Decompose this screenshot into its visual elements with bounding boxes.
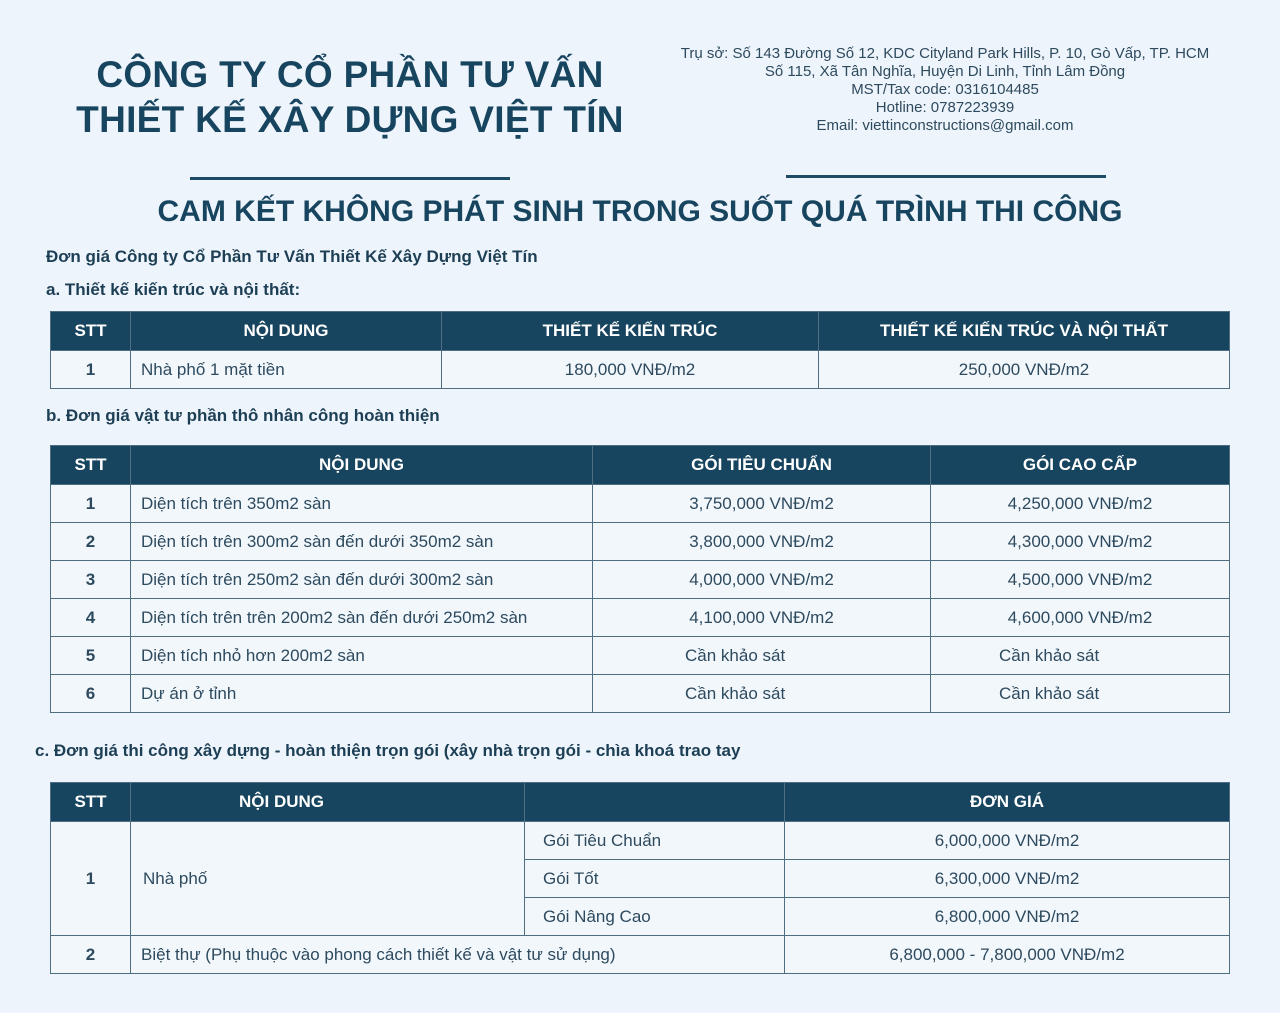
- commitment-banner: CAM KẾT KHÔNG PHÁT SINH TRONG SUỐT QUÁ TRÌNH THI CÔNG: [157, 195, 1123, 228]
- table-header-row: [51, 312, 1230, 351]
- col-stt: STT: [51, 446, 131, 485]
- cell-content: Nhà phố: [131, 822, 525, 936]
- col-stt: STT: [51, 783, 131, 822]
- col-architecture: THIẾT KẾ KIẾN TRÚC: [442, 312, 819, 351]
- company-name: [40, 52, 660, 142]
- cell-unit-price: 6,800,000 - 7,800,000 VNĐ/m2: [785, 936, 1230, 974]
- cell-stt: 2: [51, 936, 131, 974]
- cell-content: Diện tích trên 350m2 sàn: [131, 485, 593, 523]
- col-package: [525, 783, 785, 822]
- cell-stt: 1: [51, 822, 131, 936]
- cell-premium-price: 4,300,000 VNĐ/m2: [931, 523, 1230, 561]
- cell-package-price: 6,300,000 VNĐ/m2: [785, 860, 1230, 898]
- cell-stt: 4: [51, 599, 131, 637]
- cell-content: Nhà phố 1 mặt tiền: [131, 351, 442, 389]
- cell-premium-price: Cần khảo sát: [931, 637, 1230, 675]
- table-row: [51, 936, 1230, 974]
- address-branch: Số 115, Xã Tân Nghĩa, Huyện Di Linh, Tỉnh Lâm Đồng: [764, 63, 1126, 80]
- cell-premium-price: 4,600,000 VNĐ/m2: [931, 599, 1230, 637]
- email: Email: viettinconstructions@gmail.com: [816, 117, 1074, 134]
- cell-package-name: Gói Nâng Cao: [525, 898, 785, 936]
- cell-stt: 5: [51, 637, 131, 675]
- col-content: NỘI DUNG: [131, 783, 525, 822]
- table-header-row: [51, 783, 1230, 822]
- col-architecture-interior: THIẾT KẾ KIẾN TRÚC VÀ NỘI THẤT: [819, 312, 1230, 351]
- table-row: [51, 485, 1230, 523]
- table-row: [51, 561, 1230, 599]
- table-material-prices: [50, 445, 1230, 713]
- cell-content: Diện tích trên 300m2 sàn đến dưới 350m2 sàn: [131, 523, 593, 561]
- cell-package-price: 6,000,000 VNĐ/m2: [785, 822, 1230, 860]
- cell-standard-price: Cần khảo sát: [593, 637, 931, 675]
- section-a-title: a. Thiết kế kiến trúc và nội thất:: [46, 280, 301, 299]
- col-stt: STT: [51, 312, 131, 351]
- tax-code: MST/Tax code: 0316104485: [851, 81, 1039, 98]
- table-header-row: [51, 446, 1230, 485]
- col-standard: GÓI TIÊU CHUẨN: [593, 446, 931, 485]
- divider-right: [786, 175, 1106, 178]
- intro-heading: Đơn giá Công ty Cổ Phần Tư Vấn Thiết Kế Xây Dựng Việt Tín: [46, 247, 538, 266]
- cell-content: Diện tích nhỏ hơn 200m2 sàn: [131, 637, 593, 675]
- cell-standard-price: Cần khảo sát: [593, 675, 931, 713]
- table-row: [51, 523, 1230, 561]
- cell-stt: 6: [51, 675, 131, 713]
- cell-premium-price: 4,500,000 VNĐ/m2: [931, 561, 1230, 599]
- cell-premium-price: Cần khảo sát: [931, 675, 1230, 713]
- cell-content: Diện tích trên 250m2 sàn đến dưới 300m2 sàn: [131, 561, 593, 599]
- cell-architecture-price: 180,000 VNĐ/m2: [442, 351, 819, 389]
- cell-standard-price: 3,750,000 VNĐ/m2: [593, 485, 931, 523]
- cell-architecture-interior-price: 250,000 VNĐ/m2: [819, 351, 1230, 389]
- cell-stt: 3: [51, 561, 131, 599]
- cell-package-price: 6,800,000 VNĐ/m2: [785, 898, 1230, 936]
- cell-stt: 2: [51, 523, 131, 561]
- divider-left: [190, 177, 510, 180]
- section-c-title: c. Đơn giá thi công xây dựng - hoàn thiện trọn gói (xây nhà trọn gói - chìa khoá trao tay: [35, 741, 741, 760]
- table-row: [51, 351, 1230, 389]
- section-b-title: b. Đơn giá vật tư phần thô nhân công hoàn thiện: [46, 406, 440, 425]
- address-hq: Trụ sở: Số 143 Đường Số 12, KDC Cityland Park Hills, P. 10, Gò Vấp, TP. HCM: [680, 45, 1210, 62]
- col-unit-price: ĐƠN GIÁ: [785, 783, 1230, 822]
- col-content: NỘI DUNG: [131, 312, 442, 351]
- cell-premium-price: 4,250,000 VNĐ/m2: [931, 485, 1230, 523]
- hotline: Hotline: 0787223939: [875, 99, 1015, 116]
- cell-standard-price: 3,800,000 VNĐ/m2: [593, 523, 931, 561]
- cell-stt: 1: [51, 351, 131, 389]
- cell-stt: 1: [51, 485, 131, 523]
- table-row: [51, 675, 1230, 713]
- cell-content: Biệt thự (Phụ thuộc vào phong cách thiết kế và vật tư sử dụng): [131, 936, 785, 974]
- cell-standard-price: 4,000,000 VNĐ/m2: [593, 561, 931, 599]
- col-content: NỘI DUNG: [131, 446, 593, 485]
- company-name-line2: THIẾT KẾ XÂY DỰNG VIỆT TÍN: [76, 99, 624, 140]
- table-row: [51, 822, 1230, 860]
- cell-package-name: Gói Tiêu Chuẩn: [525, 822, 785, 860]
- cell-standard-price: 4,100,000 VNĐ/m2: [593, 599, 931, 637]
- table-row: [51, 599, 1230, 637]
- company-name-line1: CÔNG TY CỔ PHẦN TƯ VẤN: [96, 54, 604, 95]
- contact-info: [660, 45, 1230, 135]
- col-premium: GÓI CAO CẤP: [931, 446, 1230, 485]
- cell-content: Dự án ở tỉnh: [131, 675, 593, 713]
- table-design-prices: [50, 311, 1230, 389]
- cell-package-name: Gói Tốt: [525, 860, 785, 898]
- cell-content: Diện tích trên trên 200m2 sàn đến dưới 250m2 sàn: [131, 599, 593, 637]
- table-turnkey-prices: [50, 782, 1230, 974]
- table-row: [51, 637, 1230, 675]
